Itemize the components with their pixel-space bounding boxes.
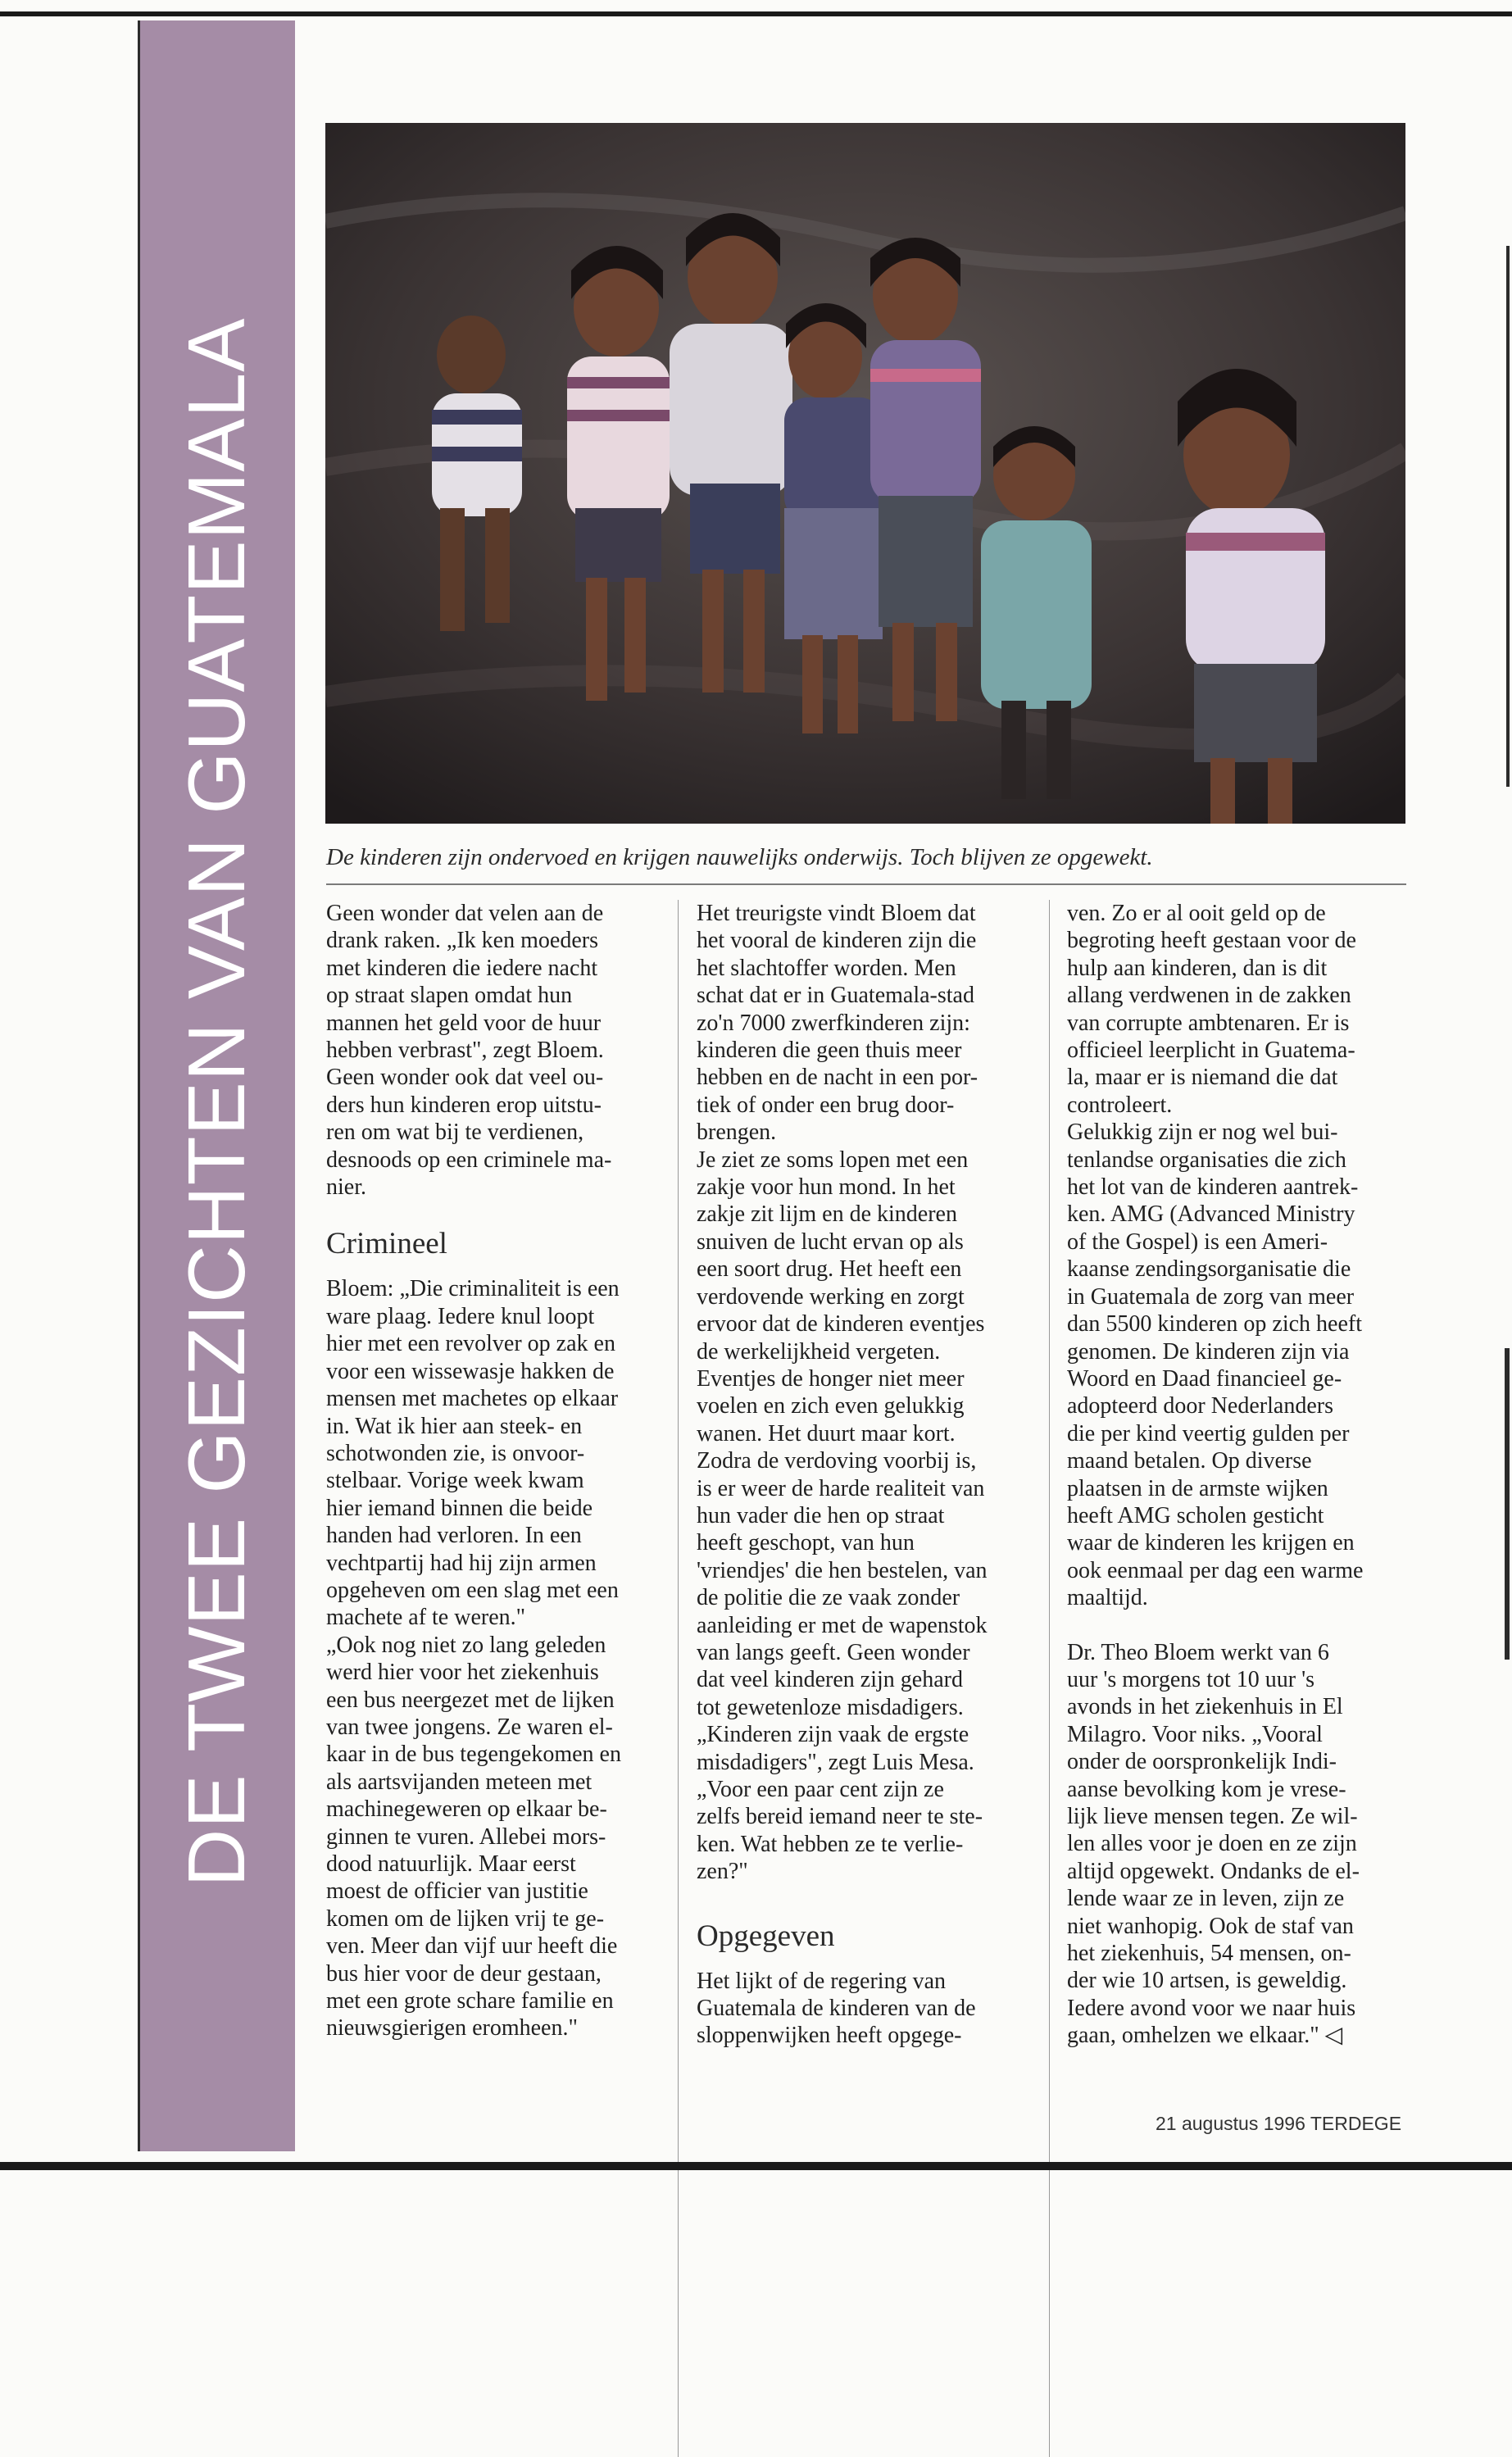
article-column-2: [697, 900, 1033, 2050]
column-divider: [678, 900, 679, 2457]
col2-paragraph-1: Het treurigste vindt Bloem dat het vooral de kinderen zijn die het slachtoffer worden. Men schat dat er in Guatemala-stad zo'n 7000 zwerfkinderen zijn: kinderen die geen thuis meer hebben en de nacht in een por- tiek of onder een brug door- brengen. Je ziet ze soms lopen met een zakje voor hun mond. In het zakje zit lijm en de kinderen snuiven de lucht ervan op als een soort drug. Het heeft een verdovende werking en zorgt ervoor dat de kinderen eventjes de werkelijkheid vergeten. Eventjes de honger niet meer voelen en zich even gelukkig wanen. Het duurt maar kort. Zodra de verdoving voorbij is, is er weer de harde realiteit van hun vader die hen op straat heeft geschopt, van hun 'vriendjes' die hen bestelen, van de politie die ze vaak zonder aanleiding er met de wapenstok van langs geeft. Geen wonder dat veel kinderen zijn gehard tot gewetenloze misdadigers. „Kinderen zijn vaak de ergste misdadigers", zegt Luis Mesa. „Voor een paar cent zijn ze zelfs bereid iemand neer te ste- ken. Wat hebben ze te verlie- zen?": [697, 901, 988, 1885]
bottom-rule: [0, 2162, 1512, 2170]
right-margin-mark: [1505, 1348, 1510, 1660]
right-margin-mark: [1506, 246, 1510, 787]
top-rule: [0, 11, 1512, 16]
article-photo: [325, 123, 1405, 824]
col2-paragraph-2: Het lijkt of de regering van Guatemala de kinderen van de sloppenwijken heeft opgege-: [697, 1968, 976, 2049]
article-column-1: [326, 900, 662, 2042]
page-footer: 21 augustus 1996 TERDEGE: [1156, 2113, 1402, 2134]
column-divider: [1049, 900, 1050, 2457]
col1-paragraph-2: Bloem: „Die criminaliteit is een ware plaag. Iedere knul loopt hier met een revolver op zak en voor een wissewasje hakken de mensen met machetes op elkaar in. Wat ik hier aan steek- en schotwonden zie, is onvoor- stelbaar. Vorige week kwam hier iemand binnen die beide handen had verloren. In een vechtpartij had hij zijn armen opgeheven om een slag met een machete af te weren." „Ook nog niet zo lang geleden werd hier voor het ziekenhuis een bus neergezet met de lijken van twee jongens. Ze waren el- kaar in de bus tegengekomen en als aartsvijanden meteen met machinegeweren op elkaar be- ginnen te vuren. Allebei mors- dood natuurlijk. Maar eerst moest de officier van justitie komen om de lijken vrij te ge- ven. Meer dan vijf uur heeft die bus hier voor de deur gestaan, met een grote schare familie en nieuwsgierigen eromheen.": [326, 1276, 621, 2041]
subheading-opgegeven: Opgegeven: [697, 1919, 835, 1953]
col1-paragraph-1: Geen wonder dat velen aan de drank raken. „Ik ken moeders met kinderen die iedere nacht op straat slapen omdat hun mannen het geld voor de huur hebben verbrast", zegt Bloem. Geen wonder ook dat veel ou- ders hun kinderen erop uitstu- ren om wat bij te verdienen, desnoods op een criminele ma- nier.: [326, 901, 612, 1201]
caption-rule: [326, 883, 1406, 885]
col3-paragraph-2: Dr. Theo Bloem werkt van 6 uur 's morgens tot 10 uur 's avonds in het ziekenhuis in El Milagro. Voor niks. „Vooral onder de oorspronkelijk Indi- aanse bevolking kom je vrese- lijk lieve mensen tegen. Ze wil- len alles voor je doen en ze zijn altijd opgewekt. Ondanks de el- lende waar ze in leven, zijn ze niet wanhopig. Ook de staf van het ziekenhuis, 54 mensen, on- der wie 10 artsen, is geweldig. Iedere avond voor we naar huis gaan, omhelzen we elkaar." ◁: [1067, 1639, 1360, 2049]
article-title-vertical: DE TWEE GEZICHTEN VAN GUATEMALA: [171, 317, 261, 1887]
photo-caption: De kinderen zijn ondervoed en krijgen nauwelijks onderwijs. Toch blijven ze opgewekt.: [326, 844, 1153, 870]
children-photo-illustration: [325, 123, 1405, 824]
article-column-3: [1067, 900, 1411, 2050]
subheading-crimineel: Crimineel: [326, 1227, 447, 1261]
col3-paragraph-1: ven. Zo er al ooit geld op de begroting heeft gestaan voor de hulp aan kinderen, dan is dit allang verdwenen in de zakken van corrupte ambtenaren. Er is officieel leerplicht in Guatema- la, maar er is niemand die dat controleert. Gelukkig zijn er nog wel bui- tenlandse organisaties die zich het lot van de kinderen aantrek- ken. AMG (Advanced Ministry of the Gospel) is een Ameri- kaanse zendingsorganisatie die in Guatemala de zorg van meer dan 5500 kinderen op zich heeft genomen. De kinderen zijn via Woord en Daad financieel ge- adopteerd door Nederlanders die per kind veertig gulden per maand betalen. Op diverse plaatsen in de armste wijken heeft AMG scholen gesticht waar de kinderen les krijgen en ook eenmaal per dag een warme maaltijd.: [1067, 901, 1364, 1611]
